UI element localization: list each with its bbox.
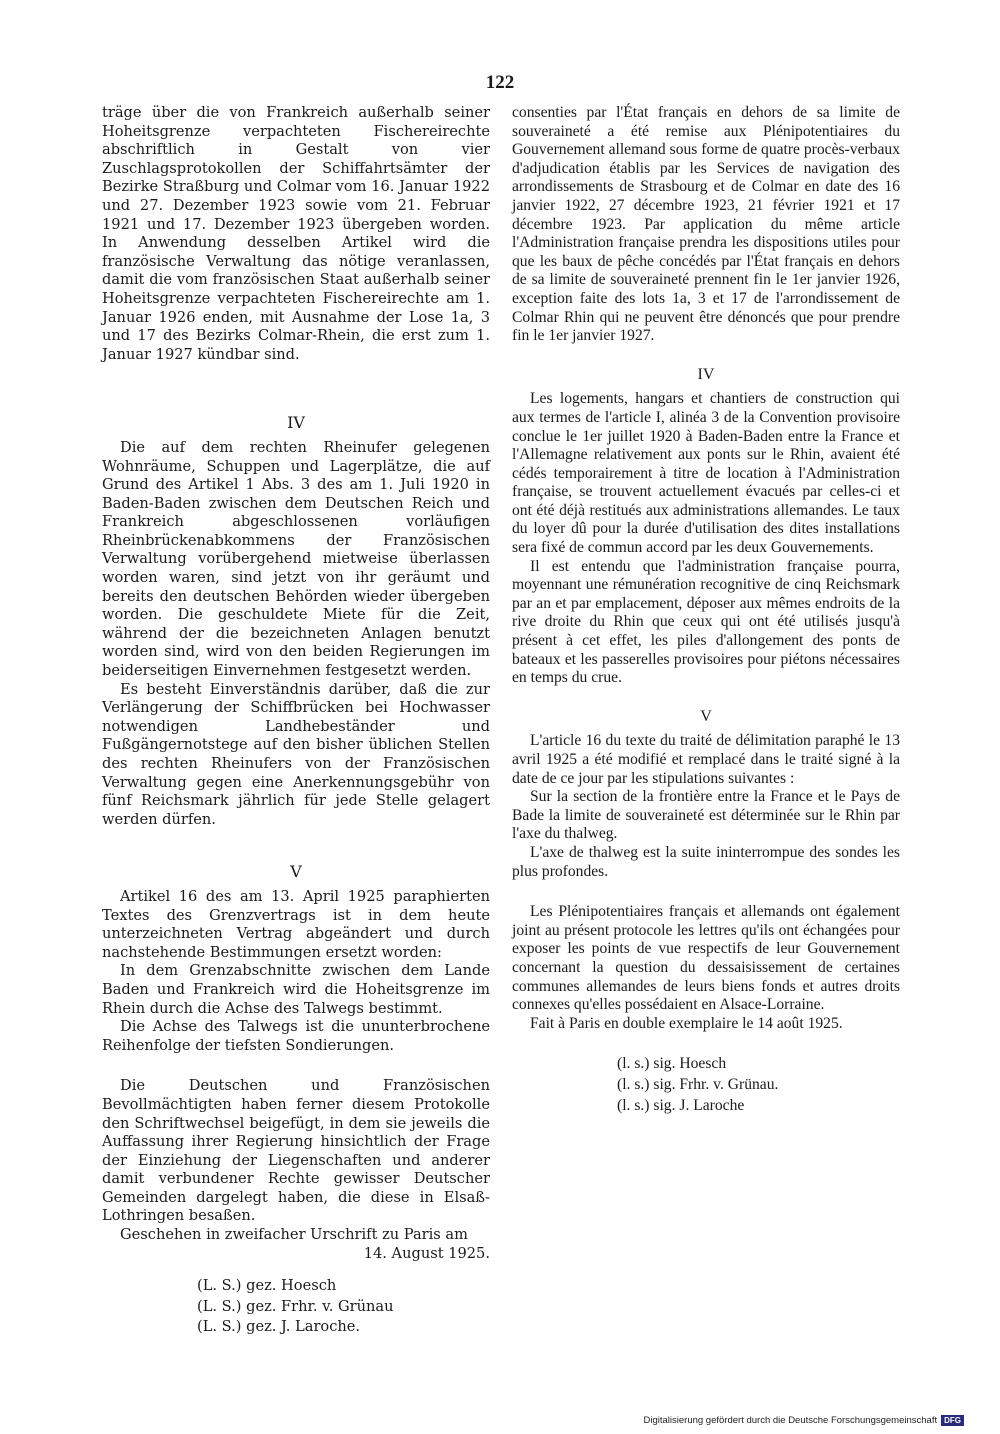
german-closing-place: Geschehen in zweifacher Urschrift zu Paris am [120, 1226, 468, 1244]
french-section-v-paragraph: L'axe de thalweg est la suite ininterrompue des sondes les plus profondes. [512, 843, 900, 880]
german-closing-paragraph: Die Deutschen und Französischen Bevollmächtigten haben ferner diesem Protokolle den Schriftwechsel beigefügt, in dem sie jeweils die Auffassung ihrer Regierung hinsichtlich der Frage der Einziehung der Liegenschaften und anderer damit verbundener Rechte gewisser Deutscher Gemeinden dargelegt haben, die diese in Elsaß-Lothringen besaßen. [102, 1077, 490, 1225]
french-signatures [512, 1055, 900, 1115]
german-signatures [102, 1277, 490, 1337]
signature-gruenau-fr: (l. s.) sig. Frhr. v. Grünau. [617, 1075, 779, 1093]
page-number: 122 [485, 72, 515, 93]
signature-laroche-fr: (l. s.) sig. J. Laroche [617, 1096, 745, 1114]
french-section-v-heading: V [700, 707, 712, 725]
german-section-iv-heading: IV [287, 413, 305, 433]
dfg-logo: DFG [941, 1415, 964, 1426]
german-section-v [102, 888, 490, 1055]
german-section-iv [102, 439, 490, 829]
french-column [512, 104, 900, 1117]
german-intro-paragraph: träge über die von Frankreich außerhalb seiner Hoheitsgrenze verpachteten Fischereirechte abschriftlich in Gestalt von vier Zuschlagsprotokollen der Schiffahrtsämter der Bezirke Straßburg und Colmar vom 16. Januar 1922 und 27. Dezember 1923 sowie vom 21. Februar 1921 und 17. Dezember 1923 übergeben worden. In Anwendung desselben Artikel wird die französische Verwaltung das nötige veranlassen, damit die vom französischen Staat außerhalb seiner Hoheitsgrenze verpachteten Fischereirechte am 1. Januar 1926 enden, mit Ausnahme der Lose 1a, 3 und 17 des Bezirks Colmar-Rhein, die erst zum 1. Januar 1927 kündbar sind. [102, 104, 490, 363]
signature-laroche-de: (L. S.) gez. J. Laroche. [197, 1318, 361, 1336]
french-section-iv-heading: IV [697, 365, 715, 383]
german-section-v-paragraph: In dem Grenzabschnitte zwischen dem Lande Baden und Frankreich wird die Hoheitsgrenze im Rhein durch die Achse des Talwegs bestimmt. [102, 962, 490, 1017]
signature-hoesch-de: (L. S.) gez. Hoesch [197, 1277, 337, 1295]
french-closing-place-date: Fait à Paris en double exemplaire le 14 août 1925. [530, 1014, 843, 1032]
german-column [102, 104, 490, 1339]
footer-text: Digitalisierung gefördert durch die Deutsche Forschungsgemeinschaft [643, 1415, 938, 1426]
french-closing-paragraph: Les Plénipotentiaires français et allemands ont également joint au présent protocole les lettres qu'ils ont échangées pour exposer les points de vue respectifs de leur Gouvernement concernant la question du dessaisissement de certaines communes allemandes de leurs biens fonds et autres droits connexes qu'elles possédaient en Alsace-Lorraine. [512, 903, 900, 1014]
german-section-v-paragraph: Artikel 16 des am 13. April 1925 paraphierten Textes des Grenzvertrags ist in dem heute unterzeichneten Vertrag abgeändert und durch nachstehende Bestimmungen ersetzt worden: [102, 887, 490, 961]
french-section-iv [512, 390, 900, 688]
french-section-v-paragraph: L'article 16 du texte du traité de délimitation paraphé le 13 avril 1925 a été modifié et remplacé dans le traité signé à la date de ce jour par les stipulations suivantes : [512, 732, 900, 787]
french-closing [512, 903, 900, 1033]
german-section-v-heading: V [290, 862, 302, 882]
german-section-iv-paragraph: Es besteht Einverständnis darüber, daß die zur Verlängerung der Schiffbrücken bei Hochwasser notwendigen Landhebeständer und Fußgängernotstege auf den bisher üblichen Stellen des rechten Rheinufers von der Französischen Verwaltung gegen eine Anerkennungsgebühr von fünf Reichsmark jährlich für jede Stelle gelagert werden dürfen. [102, 680, 490, 828]
german-intro [102, 104, 490, 364]
french-section-iv-paragraph: Il est entendu que l'administration française pourra, moyennant une rémunération recognitive de cinq Reichsmark par an et par emplacement, déposer aux mêmes endroits de la rive droite du Rhin que ceux qui ont été utilisés jusqu'à présent à cet effet, les piles d'allongement des ponts de bateaux et les passerelles provisoires pour piétons nécessaires en temps du crue. [512, 557, 900, 687]
signature-hoesch-fr: (l. s.) sig. Hoesch [617, 1055, 727, 1073]
french-section-v-paragraph: Sur la section de la frontière entre la France et le Pays de Bade la limite de souveraineté est déterminée sur le Rhin par l'axe du thalweg. [512, 788, 900, 843]
french-intro [512, 104, 900, 346]
german-section-iv-paragraph: Die auf dem rechten Rheinufer gelegenen Wohnräume, Schuppen und Lagerplätze, die auf Grund des Artikel 1 Abs. 3 des am 1. Juli 1920 in Baden-Baden zwischen dem Deutschen Reich und Frankreich abgeschlossenen vorläufigen Rheinbrückenabkommens der Französischen Verwaltung vorübergehend mietweise überlassen worden waren, sind jetzt von ihr geräumt und bereits den deutschen Behörden wieder übergeben worden. Die geschuldete Miete für die Zeit, während der die bezeichneten Anlagen benutzt worden sind, wird von den beiden Regierungen im beiderseitigen Einvernehmen festgesetzt werden. [102, 438, 490, 680]
signature-gruenau-de: (L. S.) gez. Frhr. v. Grünau [197, 1297, 394, 1315]
french-section-iv-paragraph: Les logements, hangars et chantiers de construction qui aux termes de l'article I, alinéa 3 de la Convention provisoire conclue le 1er juillet 1920 à Baden-Baden entre la France et l'Allemagne relativement aux ponts sur le Rhin, avaient été cédés temporairement à titre de location à l'Administration française, se trouvent actuellement évacués par celles-ci et ont été déjà restitués aux administrations allemandes. Le taux du loyer dû pour la durée d'utilisation des dites installations sera fixé de commun accord par les deux Gouvernements. [512, 390, 900, 557]
digitization-footer [644, 1415, 965, 1426]
french-intro-paragraph: consenties par l'État français en dehors de sa limite de souveraineté a été remise aux Plénipotentiaires du Gouvernement allemand sous forme de quatre procès-verbaux d'adjudication établis par les Services de navigation des arrondissements de Strasbourg et de Colmar en date des 16 janvier 1922, 27 décembre 1923, 21 février 1921 et 17 décembre 1923. Par application du même article l'Administration française prendra les dispositions utiles pour que les baux de pêche concédés par l'État français en dehors de sa limite de souveraineté prennent fin le 1er janvier 1926, exception faite des lots 1a, 3 et 17 de l'arrondissement de Colmar Rhin qui ne peuvent être dénoncés que pour prendre fin le 1er janvier 1927. [512, 104, 900, 345]
german-date: 14. August 1925. [363, 1244, 490, 1262]
german-section-v-paragraph: Die Achse des Talwegs ist die ununterbrochene Reihenfolge der tiefsten Sondierungen. [102, 1018, 490, 1054]
french-section-v [512, 732, 900, 881]
german-closing [102, 1077, 490, 1263]
